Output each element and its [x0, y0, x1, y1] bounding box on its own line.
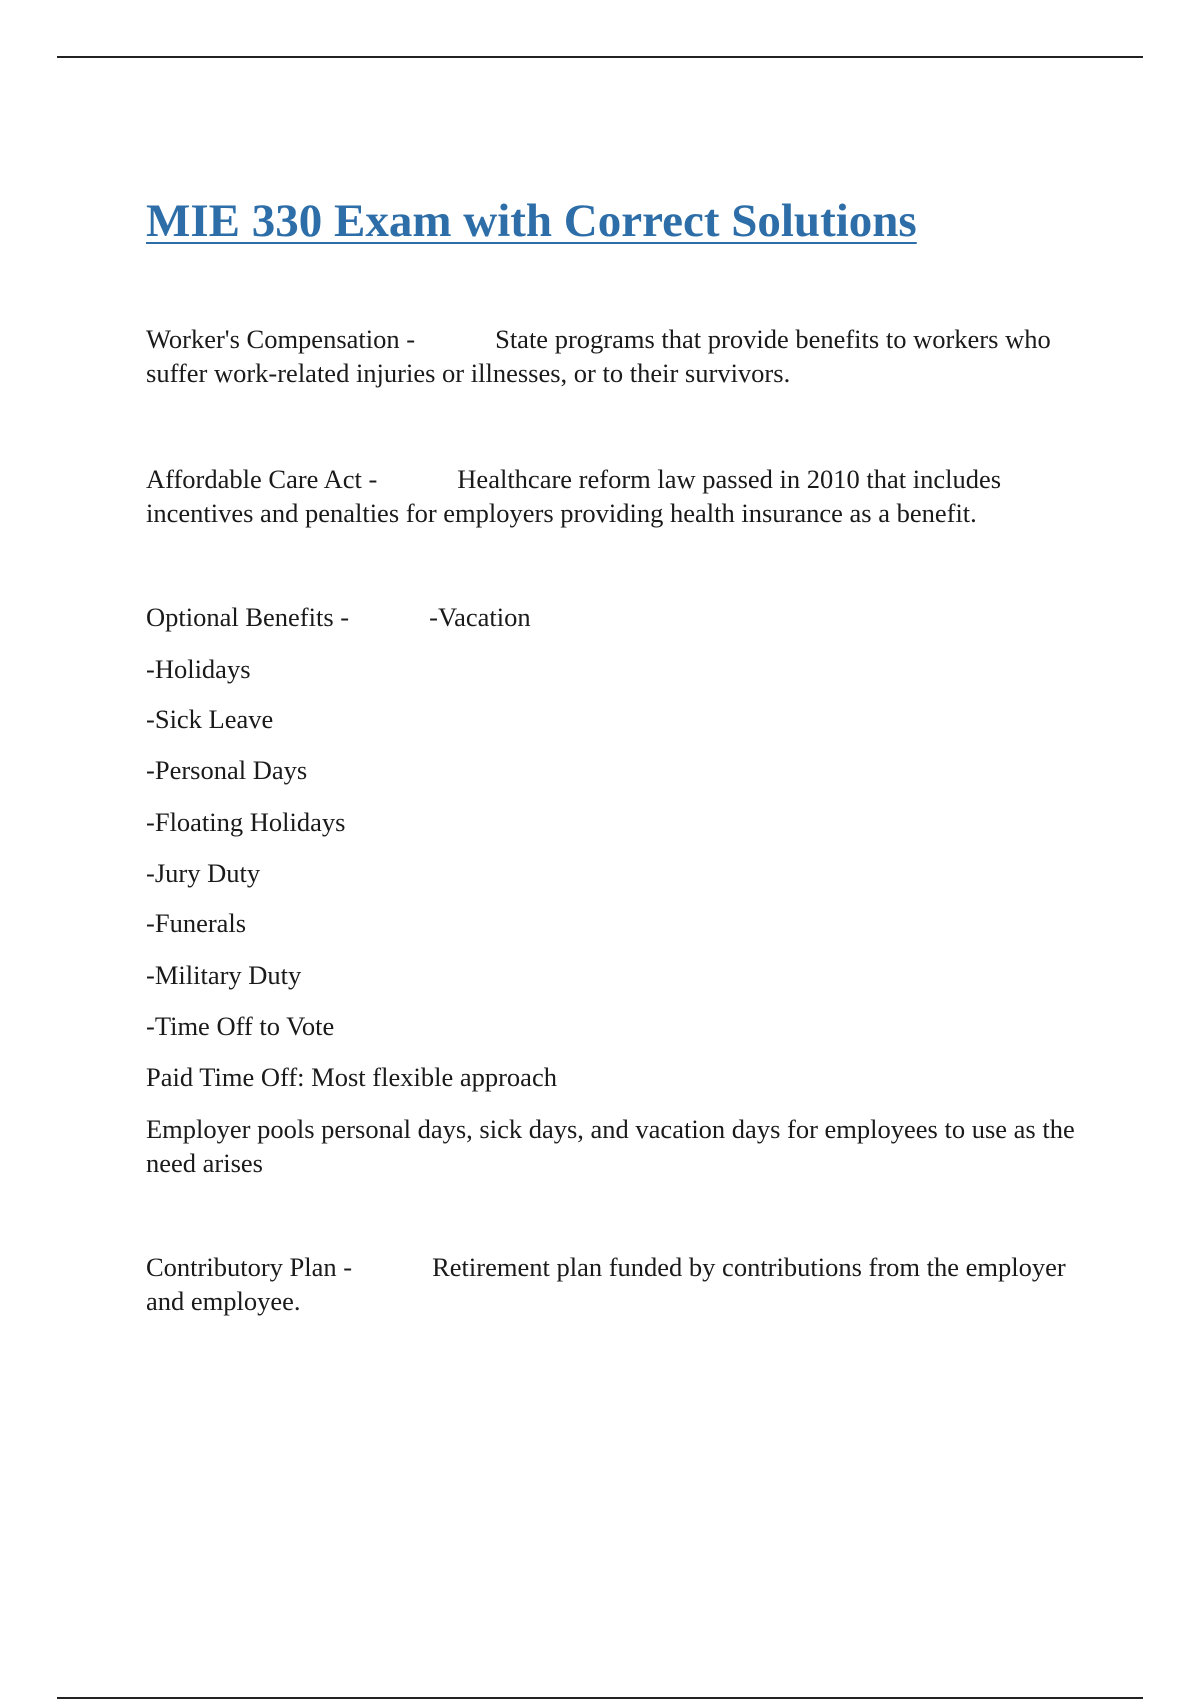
- page-title: MIE 330 Exam with Correct Solutions: [146, 195, 917, 247]
- entry-term: Worker's Compensation -: [146, 324, 416, 354]
- entry-definition: State programs that provide benefits to workers who suffer work-related injuries or illnesses, or to their survivors.: [146, 324, 1051, 388]
- list-item: -Sick Leave: [146, 704, 274, 734]
- entry-term: Affordable Care Act -: [146, 464, 378, 494]
- list-item: -Personal Days: [146, 755, 308, 785]
- list-item: -Holidays: [146, 654, 251, 684]
- list-item: -Funerals: [146, 908, 247, 938]
- list-item: -Floating Holidays: [146, 807, 346, 837]
- entry-definition: -Vacation: [429, 602, 531, 632]
- top-rule: [57, 56, 1143, 58]
- list-item: -Time Off to Vote: [146, 1011, 335, 1041]
- entry-workers-compensation: [146, 322, 1076, 390]
- entry-definition: Retirement plan funded by contributions from the employer and employee.: [146, 1252, 1066, 1316]
- list-item: -Jury Duty: [146, 858, 261, 888]
- entry-definition: Healthcare reform law passed in 2010 that includes incentives and penalties for employers providing health insurance as a benefit.: [146, 464, 1002, 528]
- entry-note: Employer pools personal days, sick days, and vacation days for employees to use as the need arises: [146, 1114, 1075, 1178]
- entry-term: Contributory Plan -: [146, 1252, 353, 1282]
- entry-affordable-care-act: [146, 462, 1076, 530]
- bottom-rule: [57, 1697, 1143, 1699]
- list-item: Paid Time Off: Most flexible approach: [146, 1062, 557, 1092]
- entry-contributory-plan: [146, 1250, 1076, 1318]
- list-item: -Military Duty: [146, 960, 302, 990]
- entry-optional-benefits: [146, 600, 1076, 634]
- entry-term: Optional Benefits -: [146, 602, 350, 632]
